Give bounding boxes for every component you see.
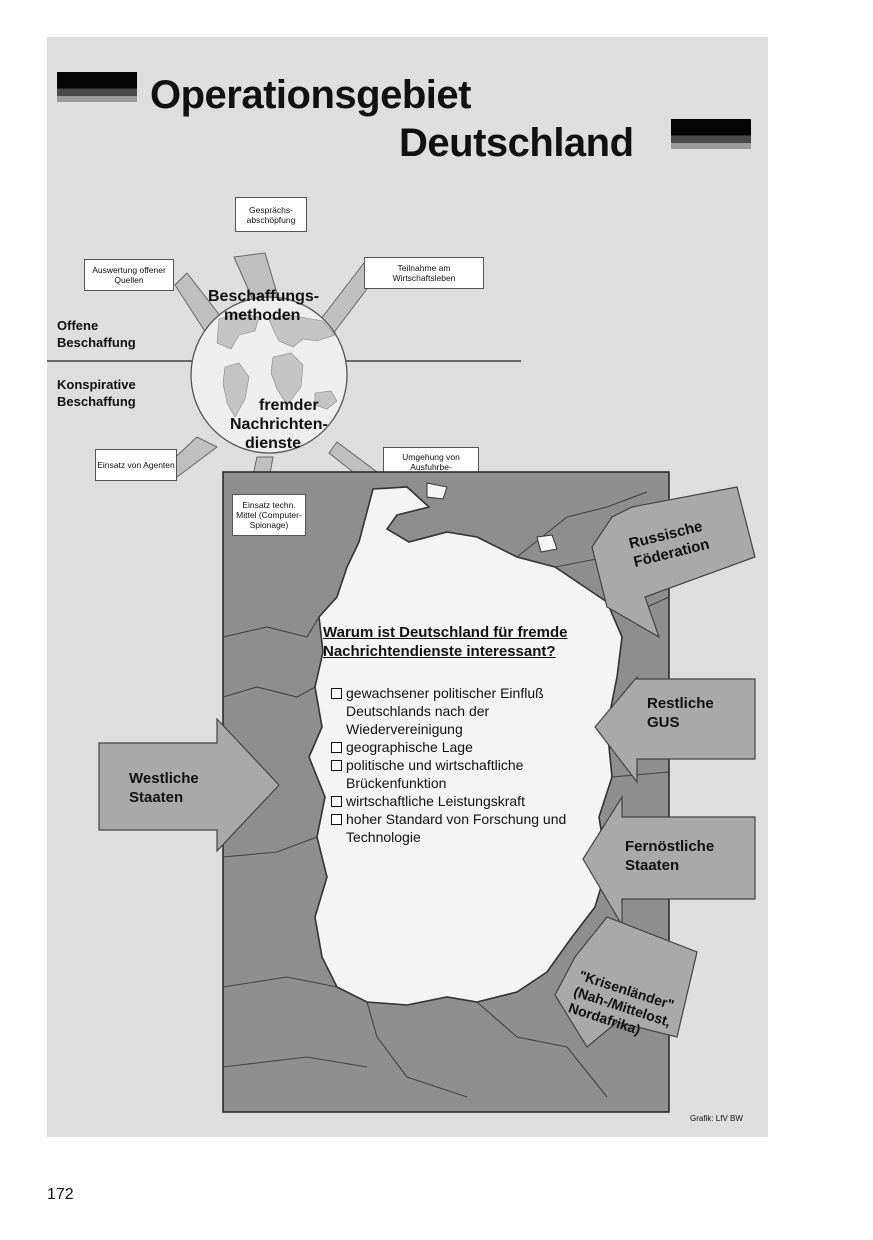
reason-item: politische und wirtschaftliche Brückenfunktion [330,756,590,792]
arrows-layer [47,37,768,1137]
label-konspirative-beschaffung: Konspirative Beschaffung [57,377,136,409]
reason-item: hoher Standard von Forschung und Technologie [330,810,590,846]
method-teilnahme-wirtschaftsleben: Teilnahme am Wirtschaftsleben [364,257,484,289]
arrow-label-gus: Restliche GUS [647,695,714,731]
arrow-label-westliche: Westliche Staaten [129,770,199,806]
method-einsatz-agenten: Einsatz von Agenten [95,449,177,481]
figure-panel [47,37,768,1137]
label-offene-beschaffung: Offene Beschaffung [57,318,136,350]
method-auswertung-quellen: Auswertung offener Quellen [84,259,174,291]
graphic-credit: Grafik: LfV BW [690,1114,743,1123]
arrow-label-krisen: "Krisenländer" (Nah-/Mittelost, Nordafrika) [566,967,677,1038]
method-einsatz-technik: Einsatz techn. Mittel (Computer-Spionage) [232,494,306,536]
arrow-label-russische: Russische Föderation [627,517,712,571]
reason-item: gewachsener politischer Einfluß Deutschlands nach der Wiedervereinigung [330,684,590,738]
center-label-2: methoden [224,307,301,324]
center-label-1: Beschaffungs- [208,288,320,305]
title-line-1: Operationsgebiet [150,73,471,117]
method-umgehung-ausfuhr: Umgehung von Ausfuhrbe- [383,447,479,487]
reason-item: geographische Lage [330,738,590,756]
center-label-3: fremder [259,397,319,414]
page-number: 172 [47,1186,74,1203]
center-label-5: dienste [245,435,302,452]
title-line-2: Deutschland [399,121,634,165]
reasons-list [330,684,590,846]
arrow-label-fernoestliche: Fernöstliche Staaten [625,838,715,874]
method-gespraechsabschoepfung: Gesprächs-abschöpfung [235,197,307,232]
reason-item: wirtschaftliche Leistungskraft [330,792,590,810]
question-heading: Warum ist Deutschland für fremde Nachrichtendienste interessant? [323,624,568,660]
center-label-4: Nachrichten- [230,416,328,433]
